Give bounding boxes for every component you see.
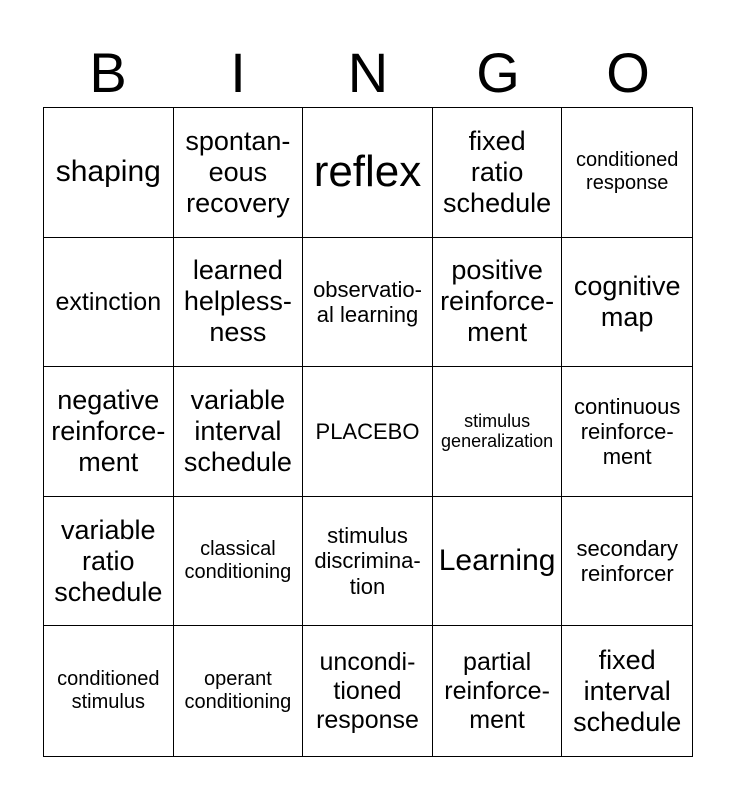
cell-text: PLACEBO bbox=[315, 418, 420, 444]
bingo-cell[interactable] bbox=[433, 367, 563, 497]
cell-text: partial reinforce- ment bbox=[444, 648, 550, 734]
cell-text: fixed ratio schedule bbox=[443, 125, 552, 218]
bingo-cell[interactable] bbox=[174, 238, 304, 368]
bingo-cell[interactable] bbox=[303, 367, 433, 497]
cell-text: uncondi- tioned response bbox=[316, 648, 419, 734]
cell-text: classical conditioning bbox=[184, 538, 292, 584]
bingo-cell[interactable] bbox=[44, 108, 174, 238]
bingo-cell[interactable] bbox=[44, 497, 174, 627]
bingo-header bbox=[43, 38, 693, 108]
bingo-cell[interactable] bbox=[44, 367, 174, 497]
cell-text: variable interval schedule bbox=[183, 384, 292, 478]
header-letter-i: I bbox=[230, 41, 246, 104]
bingo-cell[interactable] bbox=[433, 238, 563, 368]
cell-text: positive reinforce- ment bbox=[440, 255, 555, 348]
bingo-cell[interactable] bbox=[303, 497, 433, 627]
cell-text: negative reinforce- ment bbox=[51, 384, 166, 478]
bingo-cell[interactable] bbox=[303, 626, 433, 756]
bingo-board bbox=[43, 107, 693, 757]
cell-text: observatio- al learning bbox=[313, 276, 422, 327]
bingo-cell[interactable] bbox=[433, 626, 563, 756]
cell-text: reflex bbox=[313, 147, 422, 196]
header-letter-g: G bbox=[476, 41, 520, 104]
bingo-cell[interactable] bbox=[174, 367, 304, 497]
cell-text: spontan- eous recovery bbox=[185, 125, 291, 218]
bingo-cell[interactable] bbox=[44, 238, 174, 368]
bingo-cell[interactable] bbox=[174, 626, 304, 756]
bingo-cell[interactable] bbox=[562, 108, 692, 238]
cell-text: continuous reinforce- ment bbox=[573, 393, 681, 470]
bingo-cell[interactable] bbox=[433, 108, 563, 238]
bingo-cell[interactable] bbox=[303, 108, 433, 238]
bingo-cell[interactable] bbox=[44, 626, 174, 756]
header-letter-o: O bbox=[606, 41, 650, 104]
header-letter-n: N bbox=[347, 41, 389, 104]
cell-text: extinction bbox=[55, 287, 162, 316]
cell-text: conditioned stimulus bbox=[57, 668, 160, 714]
bingo-cell[interactable] bbox=[562, 238, 692, 368]
cell-text: learned helpless- ness bbox=[183, 255, 292, 348]
bingo-cell[interactable] bbox=[174, 497, 304, 627]
cell-text: stimulus generalization bbox=[441, 410, 554, 452]
bingo-cell[interactable] bbox=[433, 497, 563, 627]
cell-text: cognitive map bbox=[573, 270, 681, 332]
bingo-cell[interactable] bbox=[562, 626, 692, 756]
cell-text: operant conditioning bbox=[184, 668, 292, 714]
cell-text: variable ratio schedule bbox=[54, 514, 163, 607]
cell-text: secondary reinforcer bbox=[576, 535, 678, 587]
bingo-cell[interactable] bbox=[562, 367, 692, 497]
bingo-cell[interactable] bbox=[562, 497, 692, 627]
cell-text: fixed interval schedule bbox=[573, 644, 682, 737]
cell-text: Learning bbox=[438, 543, 556, 577]
cell-text: stimulus discrimina- tion bbox=[314, 523, 421, 599]
bingo-cell[interactable] bbox=[174, 108, 304, 238]
header-letter-b: B bbox=[89, 41, 127, 104]
bingo-cell[interactable] bbox=[303, 238, 433, 368]
cell-text: shaping bbox=[55, 155, 161, 189]
cell-text: conditioned response bbox=[576, 149, 679, 195]
